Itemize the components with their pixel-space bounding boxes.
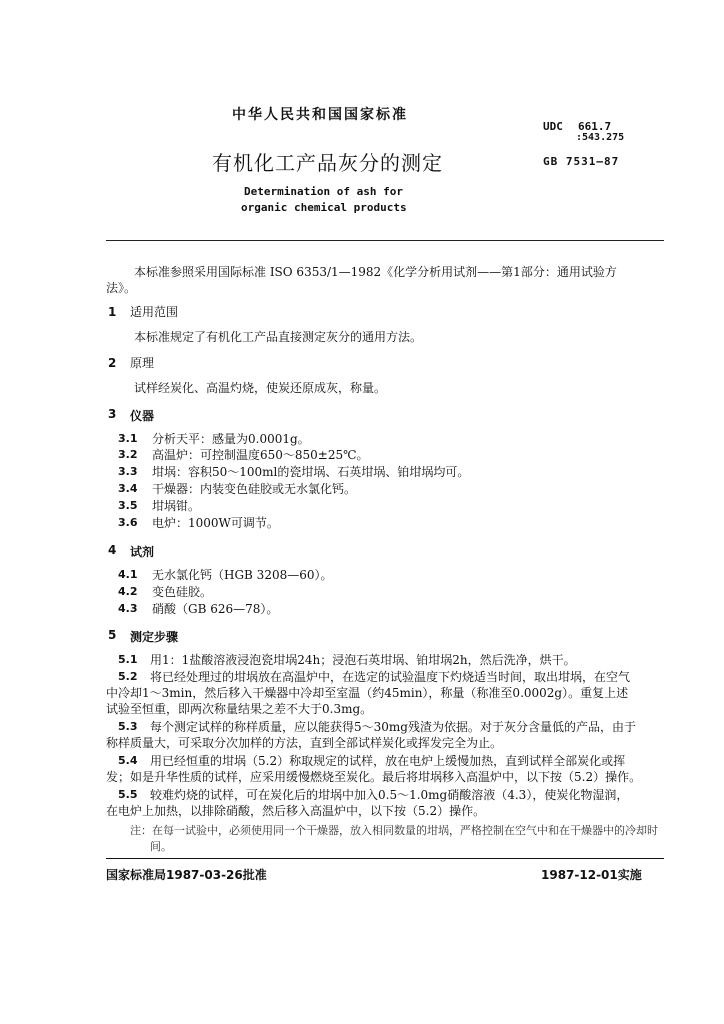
section-2-heading: 原理 — [130, 356, 155, 370]
item-3-4-number: 3.4 — [118, 482, 138, 495]
item-5-3-line-1: 每个测定试样的称样质量，应以能获得5～30mg残渣为依据。对于灰分含量低的产品，由于 — [150, 720, 636, 734]
item-5-3-line-2: 称样质量大，可采取分次加样的方法，直到全部试样炭化或挥发完全为止。 — [106, 736, 503, 750]
udc-label: UDC — [543, 120, 563, 133]
item-3-1-text: 分析天平：感量为0.0001g。 — [152, 432, 310, 446]
item-5-4-number: 5.4 — [118, 754, 138, 767]
item-5-4-line-2: 发；如是升华性质的试样，应采用缓慢燃烧至炭化。最后将坩埚移入高温炉中，以下按（5.2）操作。 — [106, 770, 642, 784]
item-5-2-line-3: 试验至恒重，即两次称量结果之差不大于0.3mg。 — [106, 702, 373, 716]
item-5-2-number: 5.2 — [118, 670, 138, 683]
item-3-5-text: 坩埚钳。 — [152, 499, 201, 513]
item-4-2-text: 变色硅胶。 — [152, 585, 213, 599]
item-4-2-number: 4.2 — [118, 585, 138, 598]
item-5-5-line-2: 在电炉上加热，以排除硝酸，然后移入高温炉中，以下按（5.2）操作。 — [106, 804, 486, 818]
item-5-1-text: 用1：1盐酸溶液浸泡瓷坩埚24h；浸泡石英坩埚、铂坩埚2h，然后洗净，烘干。 — [150, 653, 576, 667]
item-5-1-number: 5.1 — [118, 653, 138, 666]
item-3-6-text: 电炉：1000W可调节。 — [152, 516, 279, 530]
header-divider — [106, 240, 664, 241]
item-4-1-number: 4.1 — [118, 568, 138, 581]
section-2-number: 2 — [108, 356, 117, 370]
section-5-heading: 测定步骤 — [130, 630, 179, 644]
item-4-1-text: 无水氯化钙（HGB 3208—60）。 — [152, 568, 333, 582]
item-5-5-line-1: 较难灼烧的试样，可在炭化后的坩埚中加入0.5～1.0mg硝酸溶液（4.3），使炭化物湿润， — [150, 788, 629, 802]
intro-line-1: 本标准参照采用国际标准 ISO 6353/1—1982《化学分析用试剂——第1部分：通用试验方 — [134, 265, 617, 279]
section-5-number: 5 — [108, 628, 117, 642]
document-title: 有机化工产品灰分的测定 — [212, 151, 443, 175]
item-4-3-number: 4.3 — [118, 602, 138, 615]
item-5-5-number: 5.5 — [118, 788, 138, 801]
section-4-heading: 试剂 — [130, 545, 155, 559]
item-3-3-number: 3.3 — [118, 465, 138, 478]
approval-date: 国家标准局1987-03-26批准 — [106, 868, 267, 882]
standard-code: GB 7531—87 — [543, 155, 620, 168]
item-3-1-number: 3.1 — [118, 432, 138, 445]
item-3-5-number: 3.5 — [118, 499, 138, 512]
item-5-2-line-2: 中冷却1～3min，然后移入干燥器中冷却至室温（约45min），称量（称准至0.0002g）。重复上述 — [106, 686, 629, 700]
note-line-1: 注：在每一试验中，必须使用同一个干燥器，放入相同数量的坩埚，严格控制在空气中和在干燥器中的冷却时 — [130, 824, 658, 837]
item-3-2-text: 高温炉：可控制温度650～850±25℃。 — [152, 448, 369, 462]
item-3-4-text: 干燥器：内装变色硅胶或无水氯化钙。 — [152, 482, 357, 496]
section-1-number: 1 — [108, 305, 117, 319]
section-1-text: 本标准规定了有机化工产品直接测定灰分的通用方法。 — [134, 330, 423, 344]
item-5-2-line-1: 将已经处理过的坩埚放在高温炉中，在选定的试验温度下灼烧适当时间，取出坩埚，在空气 — [150, 670, 631, 684]
item-3-2-number: 3.2 — [118, 448, 138, 461]
item-5-3-number: 5.3 — [118, 720, 138, 733]
item-5-4-line-1: 用已经恒重的坩埚（5.2）称取规定的试样，放在电炉上缓慢加热，直到试样全部炭化或挥 — [150, 754, 626, 768]
udc-code-2: :543.275 — [576, 132, 625, 143]
section-4-number: 4 — [108, 543, 117, 557]
item-3-3-text: 坩埚：容积50～100ml的瓷坩埚、石英坩埚、铂坩埚均可。 — [152, 465, 470, 479]
note-line-2: 间。 — [150, 840, 172, 853]
section-3-heading: 仪器 — [130, 409, 155, 423]
implementation-date: 1987-12-01实施 — [541, 868, 642, 882]
section-1-heading: 适用范围 — [130, 305, 179, 319]
section-3-number: 3 — [108, 407, 117, 421]
intro-line-2: 法》。 — [106, 281, 137, 295]
section-2-text: 试样经炭化、高温灼烧，使炭还原成灰，称量。 — [134, 381, 387, 395]
item-4-3-text: 硝酸（GB 626—78）。 — [152, 602, 279, 616]
item-3-6-number: 3.6 — [118, 516, 138, 529]
issuing-org: 中华人民共和国国家标准 — [232, 107, 408, 123]
udc-code-1: 661.7 — [578, 120, 612, 133]
footer-divider — [106, 858, 664, 859]
english-title-line-2: organic chemical products — [241, 201, 407, 214]
english-title-line-1: Determination of ash for — [244, 185, 403, 198]
